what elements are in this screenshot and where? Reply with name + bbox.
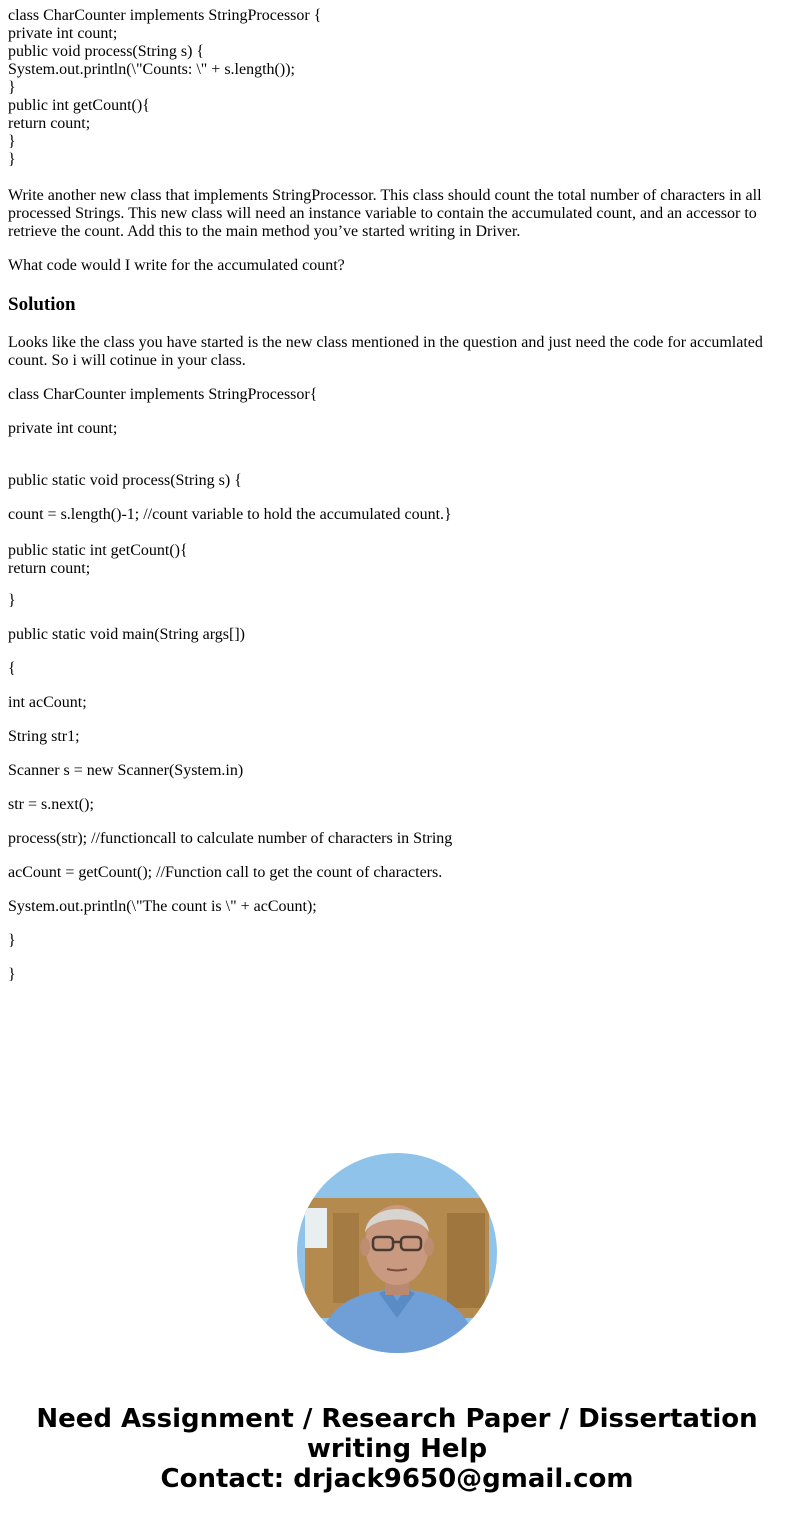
photo-ear: [424, 1238, 434, 1256]
code-field: private int count;: [8, 420, 118, 437]
portrait-illustration: [297, 1153, 497, 1353]
code-line: System.out.println(\"Counts: \" + s.length());: [8, 61, 295, 78]
code-scanner: Scanner s = new Scanner(System.in): [8, 762, 244, 779]
code-line: }: [8, 151, 16, 168]
solution-intro: Looks like the class you have started is the new class mentioned in the question and just need the code for accumlated count. So i will cotinue in your class.: [8, 334, 763, 369]
code-println: System.out.println(\"The count is \" + acCount);: [8, 898, 317, 915]
question-ask: What code would I write for the accumulated count?: [8, 257, 345, 274]
code-getter: [8, 542, 786, 578]
code-process-sig: public static void process(String s) {: [8, 472, 242, 489]
question-text: Write another new class that implements StringProcessor. This class should count the total number of characters in all processed Strings. This new class will need an instance variable to contain the accumulated count, and an accessor to retrieve the count. Add this to the main method you’ve started writing in Driver.: [8, 187, 762, 240]
code-line: }: [8, 133, 16, 150]
code-getcount-call: acCount = getCount(); //Function call to get the count of characters.: [8, 864, 443, 881]
contact-banner: [0, 1404, 794, 1494]
code-str-decl: String str1;: [8, 728, 80, 745]
author-photo: [297, 1153, 497, 1353]
question-code: [8, 7, 786, 169]
photo-pattern: [333, 1213, 359, 1303]
code-line: return count;: [8, 115, 91, 132]
contact-email: Contact: drjack9650@gmail.com: [160, 1464, 634, 1494]
code-class-decl: class CharCounter implements StringProcessor{: [8, 386, 318, 403]
code-getter-close: }: [8, 592, 16, 609]
code-line: public void process(String s) {: [8, 43, 205, 60]
code-ac-decl: int acCount;: [8, 694, 87, 711]
code-line: }: [8, 79, 16, 96]
code-line: private int count;: [8, 25, 118, 42]
code-line: class CharCounter implements StringProcessor {: [8, 7, 322, 24]
code-line: public static int getCount(){: [8, 542, 188, 559]
code-close-brace: }: [8, 932, 16, 949]
article: [8, 7, 786, 984]
code-line: return count;: [8, 560, 91, 577]
code-next: str = s.next();: [8, 796, 94, 813]
photo-pattern: [447, 1213, 485, 1308]
code-count-line: count = s.length()-1; //count variable to hold the accumulated count.}: [8, 506, 452, 523]
code-process-call: process(str); //functioncall to calculate number of characters in String: [8, 830, 453, 847]
banner-line: Need Assignment / Research Paper / Dissertation: [36, 1404, 758, 1434]
code-main-sig: public static void main(String args[]): [8, 626, 245, 643]
code-close-brace: }: [8, 966, 16, 983]
solution-heading: Solution: [8, 294, 76, 315]
photo-ear: [360, 1238, 370, 1256]
code-line: public int getCount(){: [8, 97, 150, 114]
code-open-brace: {: [8, 660, 16, 677]
banner-line: writing Help: [306, 1434, 488, 1464]
photo-window: [305, 1208, 327, 1248]
